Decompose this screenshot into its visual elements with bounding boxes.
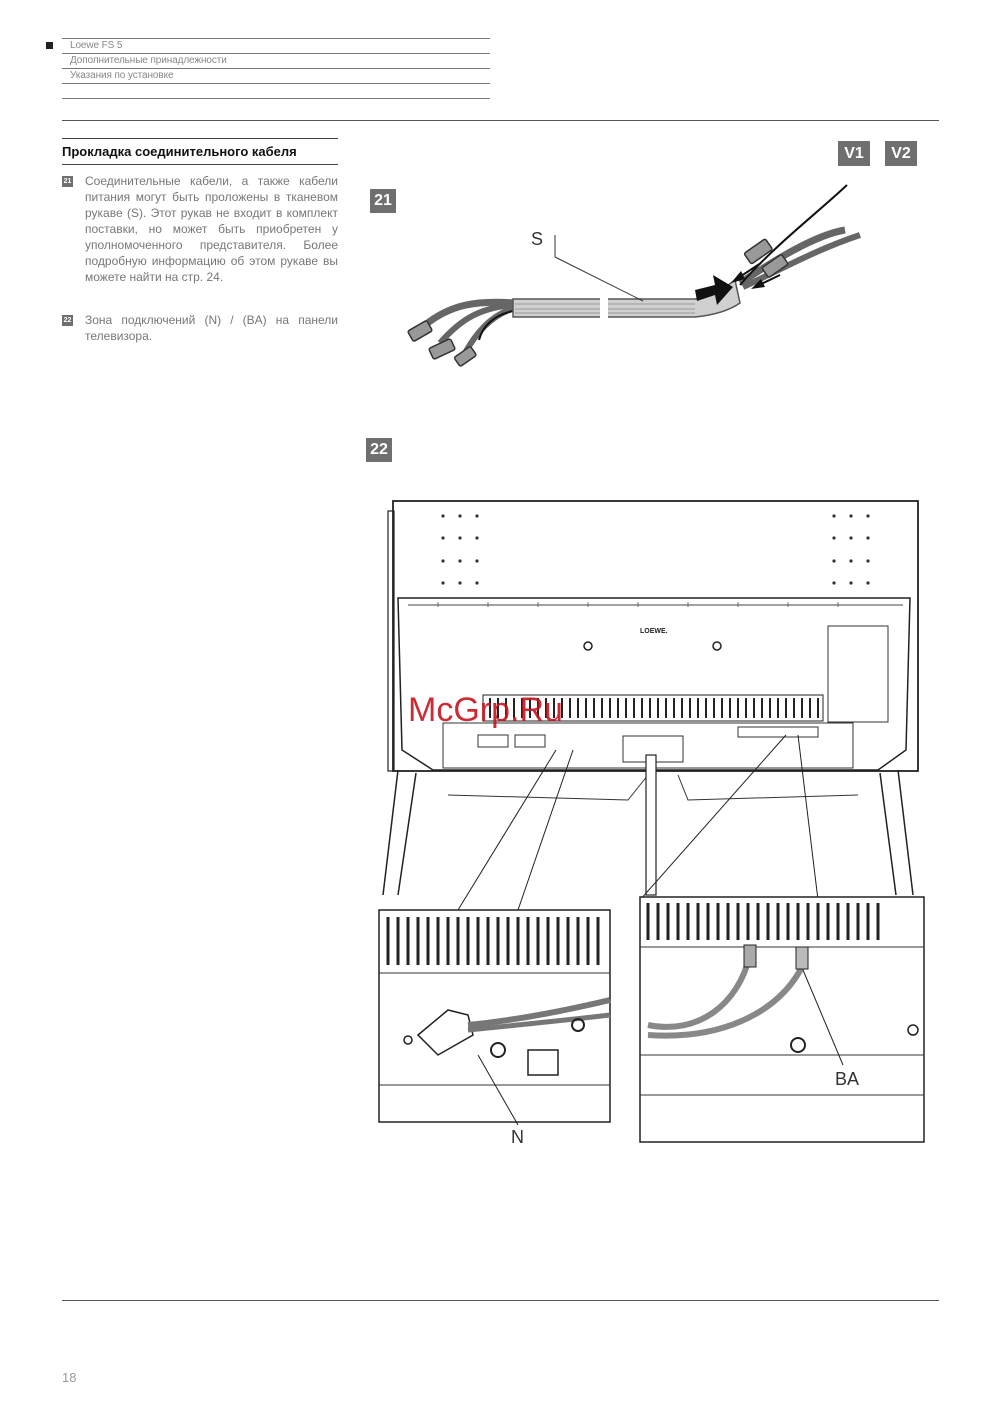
variant-badge-v2: V2 — [885, 141, 917, 166]
header-rule — [62, 98, 490, 99]
label-n: N — [511, 1127, 524, 1147]
title-rule — [62, 138, 338, 139]
page-number: 18 — [62, 1370, 77, 1385]
item-number-21: 21 — [63, 178, 72, 185]
item-text-21: Соединительные кабели, а также кабели питания могут быть проложены в тканевом рукаве (S). Этот рукав не входит в комплект поставки, но может быть приобретен у уполномоченного представителя. Более подробную информацию об этом рукаве вы можете найти на стр. 24. — [85, 174, 338, 284]
header-chapter: Дополнительные принадлежности — [70, 55, 227, 66]
tv-rear-illustration — [378, 495, 928, 1145]
cable-sleeve-illustration — [395, 175, 865, 375]
page-rule-bottom — [62, 1300, 939, 1301]
header-rule — [62, 38, 490, 39]
label-s: S — [531, 229, 544, 249]
header-rule — [62, 68, 490, 69]
header-rule — [62, 83, 490, 84]
item-text-22: Зона подключений (N) / (BA) на панели телевизора. — [85, 313, 338, 343]
brand-logo: LOEWE. — [640, 628, 668, 635]
header-rule — [62, 53, 490, 54]
header-subchapter: Указания по установке — [70, 70, 174, 81]
label-ba: BA — [835, 1069, 860, 1089]
watermark: McGrp.Ru — [408, 691, 563, 729]
page-rule-top — [62, 120, 939, 121]
header-bullet — [46, 42, 53, 49]
section-title: Прокладка соединительного кабеля — [62, 144, 338, 165]
variant-badge-v1: V1 — [838, 141, 870, 166]
figure-number-21: 21 — [370, 189, 396, 213]
header-product: Loewe FS 5 — [70, 40, 123, 51]
figure-number-22: 22 — [366, 438, 392, 462]
item-number-22: 22 — [63, 317, 72, 324]
